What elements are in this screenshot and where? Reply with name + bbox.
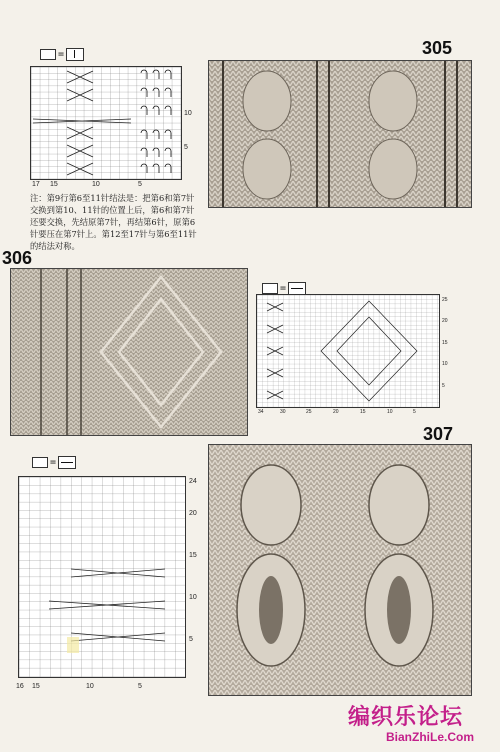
axis-right-307-5: 5 — [189, 636, 193, 643]
watermark-site-name: 编织乐论坛 — [348, 705, 464, 730]
legend-305 — [40, 48, 84, 61]
axis-right-307-24: 24 — [189, 478, 197, 485]
legend-vbar-symbol-icon — [66, 48, 84, 61]
legend-equals: = — [58, 49, 65, 60]
axis-right-305-5: 5 — [184, 144, 188, 151]
axis-bottom-306-30: 30 — [280, 409, 286, 415]
legend-equals: = — [50, 457, 57, 468]
legend-equals: = — [280, 283, 287, 294]
swatch-photo-305 — [208, 60, 472, 208]
axis-bottom-306-15: 15 — [360, 409, 366, 415]
instruction-note-305: 注：第9行第6至11针结法是：把第6和第7针交换到第10、11针的位置上后，第6和第7针还要交换，先结原第7针，再结第6针，原第6针要压在第7针上。第12至17针与第6至11针的结法对称。 — [30, 193, 197, 251]
axis-bottom-306-10: 10 — [387, 409, 393, 415]
legend-blank-square — [262, 283, 278, 294]
swatch-photo-307 — [208, 444, 472, 696]
axis-right-306-20: 20 — [442, 318, 448, 324]
axis-bottom-307-16: 16 — [16, 683, 24, 690]
chart-307 — [18, 476, 186, 678]
axis-bottom-306-34: 34 — [258, 409, 264, 415]
axis-right-306-15: 15 — [442, 340, 448, 346]
axis-right-305-10: 10 — [184, 110, 192, 117]
axis-bottom-306-25: 25 — [306, 409, 312, 415]
axis-right-306-5: 5 — [442, 383, 445, 389]
axis-bottom-306-20: 20 — [333, 409, 339, 415]
axis-bottom-306-5: 5 — [413, 409, 416, 415]
chart-305 — [30, 66, 182, 180]
pattern-number-305: 305 — [422, 38, 453, 58]
swatch-photo-306 — [10, 268, 248, 436]
legend-307 — [32, 456, 76, 469]
legend-hbar-symbol-icon — [58, 456, 76, 469]
pattern-number-306: 306 — [2, 248, 33, 268]
legend-blank-square — [32, 457, 48, 468]
axis-bottom-307-15: 15 — [32, 683, 40, 690]
axis-right-306-10: 10 — [442, 361, 448, 367]
axis-bottom-305-17: 17 — [32, 181, 40, 188]
axis-bottom-305-5: 5 — [138, 181, 142, 188]
axis-bottom-305-15: 15 — [50, 181, 58, 188]
watermark-site-url: BianZhiLe.Com — [386, 730, 475, 744]
highlight-mark — [67, 637, 79, 653]
axis-right-307-20: 20 — [189, 510, 197, 517]
axis-right-307-15: 15 — [189, 552, 197, 559]
axis-bottom-307-10: 10 — [86, 683, 94, 690]
axis-bottom-305-10: 10 — [92, 181, 100, 188]
axis-bottom-307-5: 5 — [138, 683, 142, 690]
axis-right-307-10: 10 — [189, 594, 197, 601]
legend-blank-square — [40, 49, 56, 60]
chart-306 — [256, 294, 440, 408]
axis-right-306-25: 25 — [442, 297, 448, 303]
pattern-number-307: 307 — [423, 424, 454, 444]
